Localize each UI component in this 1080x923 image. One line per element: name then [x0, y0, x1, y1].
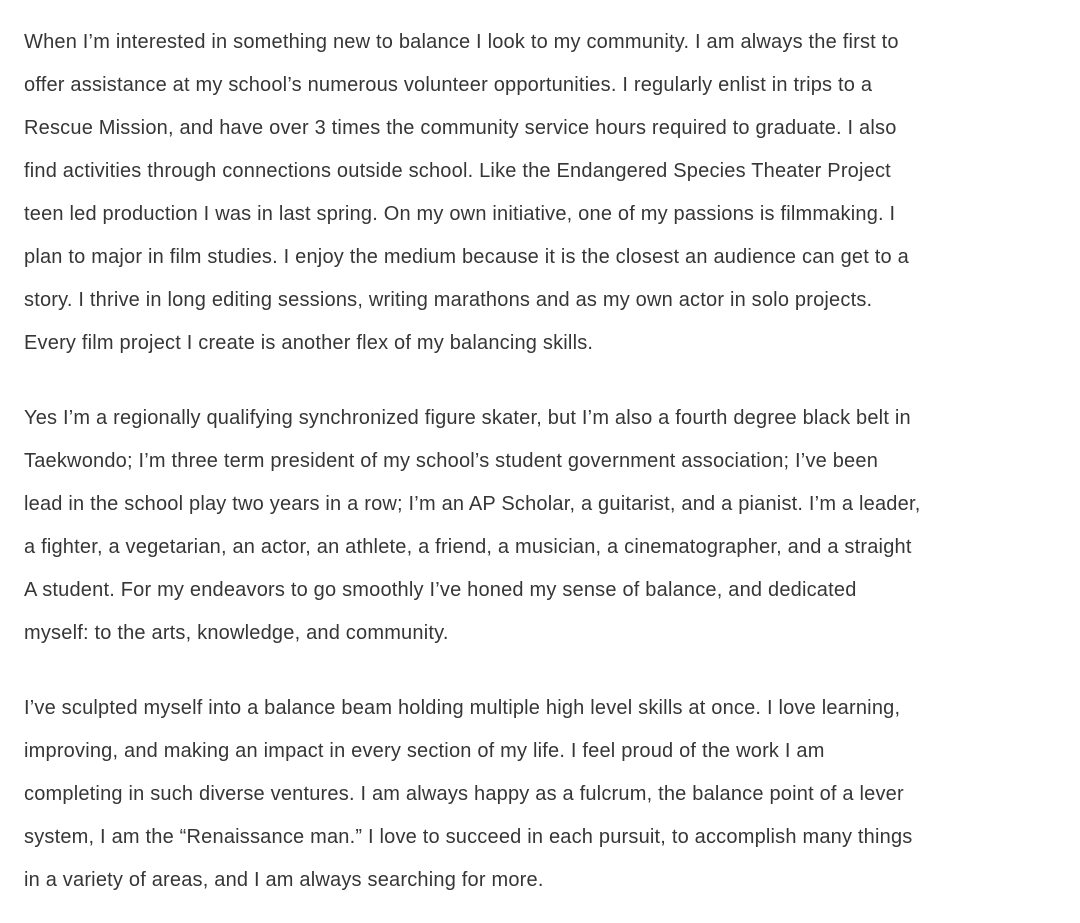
essay-line: Every film project I create is another flex of my balancing skills. — [24, 332, 594, 354]
essay-line: Taekwondo; I’m three term president of my school’s student government association; I’ve been — [24, 450, 879, 472]
essay-line: a fighter, a vegetarian, an actor, an athlete, a friend, a musician, a cinematographer, and a straight — [24, 536, 912, 558]
essay-line: find activities through connections outside school. Like the Endangered Species Theater Project — [24, 160, 891, 182]
essay-paragraph-2 — [24, 397, 1062, 655]
essay-line: myself: to the arts, knowledge, and community. — [24, 622, 449, 644]
essay-line: When I’m interested in something new to balance I look to my community. I am always the first to — [24, 31, 899, 53]
essay-line: lead in the school play two years in a row; I’m an AP Scholar, a guitarist, and a pianist. I’m a leader, — [24, 493, 921, 515]
essay-line: A student. For my endeavors to go smoothly I’ve honed my sense of balance, and dedicated — [24, 579, 857, 601]
essay-line: I’ve sculpted myself into a balance beam holding multiple high level skills at once. I love learning, — [24, 697, 901, 719]
essay-paragraph-1 — [24, 21, 1062, 365]
essay-line: Rescue Mission, and have over 3 times the community service hours required to graduate. I also — [24, 117, 897, 139]
essay-line: Yes I’m a regionally qualifying synchronized figure skater, but I’m also a fourth degree black belt in — [24, 407, 911, 429]
essay-line: plan to major in film studies. I enjoy the medium because it is the closest an audience can get to a — [24, 246, 909, 268]
essay-line: in a variety of areas, and I am always searching for more. — [24, 869, 544, 891]
essay-paragraph-3 — [24, 687, 1062, 902]
essay-line: improving, and making an impact in every section of my life. I feel proud of the work I am — [24, 740, 825, 762]
essay-line: teen led production I was in last spring. On my own initiative, one of my passions is filmmaking. I — [24, 203, 896, 225]
essay-line: story. I thrive in long editing sessions, writing marathons and as my own actor in solo projects. — [24, 289, 873, 311]
essay-line: offer assistance at my school’s numerous volunteer opportunities. I regularly enlist in trips to a — [24, 74, 873, 96]
essay-line: system, I am the “Renaissance man.” I love to succeed in each pursuit, to accomplish many things — [24, 826, 913, 848]
essay-line: completing in such diverse ventures. I am always happy as a fulcrum, the balance point of a lever — [24, 783, 904, 805]
